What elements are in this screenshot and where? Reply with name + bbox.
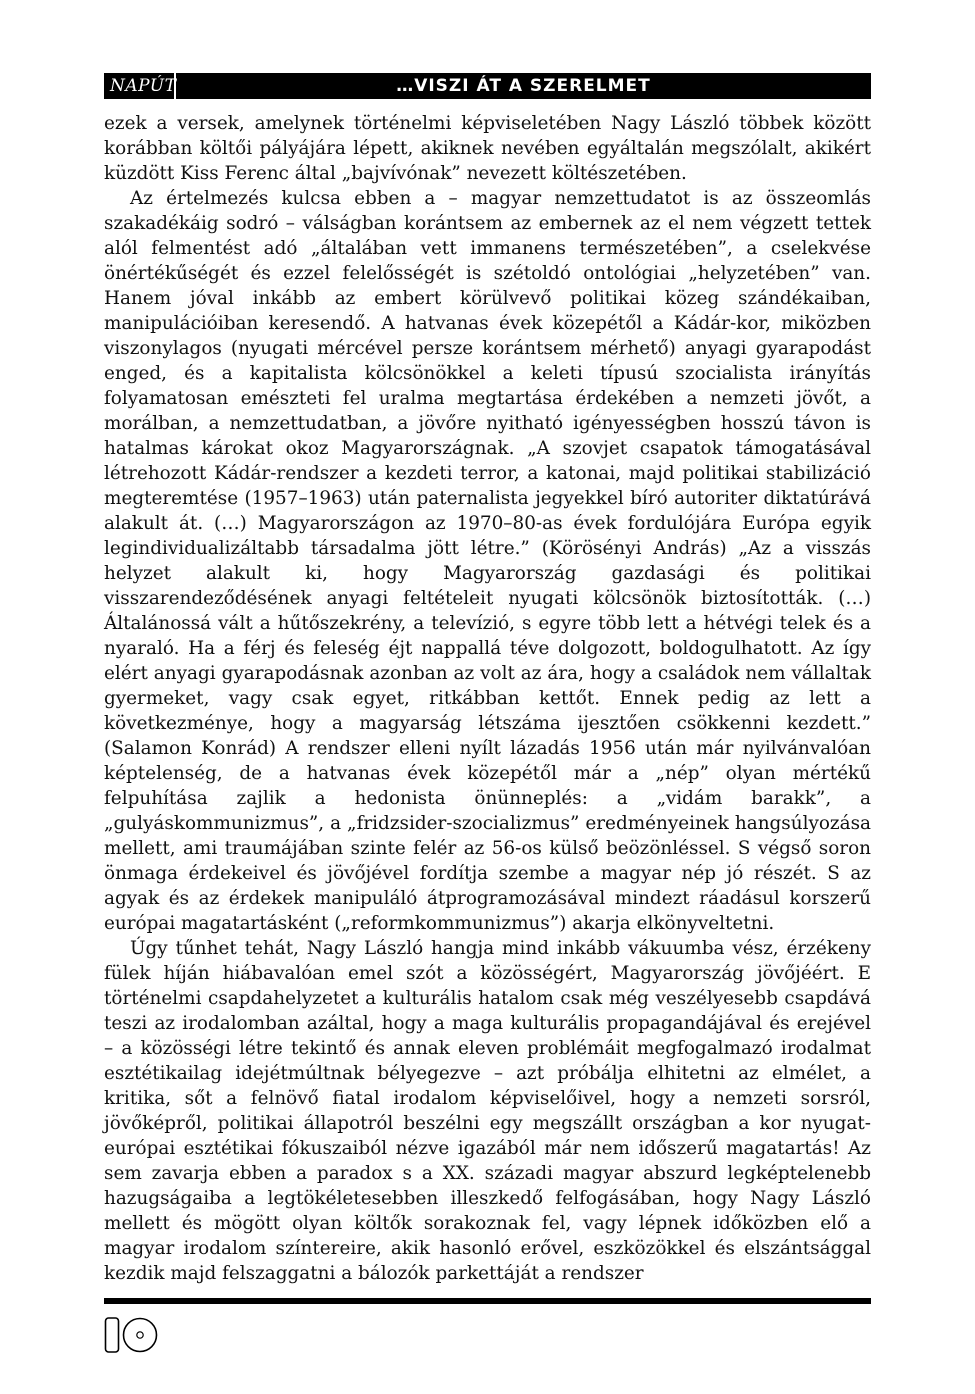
page-number	[104, 1316, 164, 1356]
running-title: …VISZI ÁT A SZERELMET	[396, 76, 651, 96]
footer-rule	[104, 1298, 871, 1304]
page-number-digit-zero	[124, 1319, 157, 1352]
article-body	[104, 111, 871, 1286]
page-number-digit-one	[106, 1318, 119, 1352]
page-number-inner-ring	[137, 1332, 143, 1338]
running-header	[104, 73, 871, 99]
paragraph: Úgy tűnhet tehát, Nagy László hangja mind inkább vákuumba vész, érzékeny fülek híján hiábavalóan emel szót a közösségért, Magyarország jövőjéért. E történelmi csapdahelyzetet a kulturális hatalom csak még veszélyesebb csapdává teszi az irodalomban azáltal, hogy a maga kulturális propagandájával és erejével – a közösségi létre tekintő és annak eleven problémáit megfogalmazó irodalmat esztétikailag idejétmúltnak bélyegezve – azt próbálja elhitetni az elmélet, a kritika, sőt a felnövő fiatal irodalom képviselőivel, hogy a nemzeti sorsról, jövőképről, politikai állapotról beszélni egy megszállt országban a kor nyugat-európai esztétikai fókuszaiból nézve igazából már nem időszerű magatartás! Az sem zavarja ebben a paradox s a XX. századi magyar abszurd legképtelenebb hazugságaiba a legtökéletesebben illeszkedő felfogásában, hogy Nagy László mellett és mögött olyan költők sorakoznak fel, vagy lépnek időközben elő a magyar irodalom színtereire, akik hasonló erővel, eszközökkel és elszántsággal kezdik majd felszaggatni a bálozók parkettáját a rendszer	[104, 938, 871, 1284]
journal-logo: NAPÚT	[104, 73, 176, 99]
paragraph: Az értelmezés kulcsa ebben a – magyar nemzettudatot is az összeomlás szakadékáig sodró – válságban korántsem az embernek az el nem végzett tettek alól felmentést adó „általában vett immanens természetében”, a cselekvése önértékűségét és ezzel felelősségét is szétoldó ontológiai „helyzetében” van. Hanem jóval inkább az embert körülvevő politikai közeg szándékaiban, manipulációiban keresendő. A hatvanas évek közepétől a Kádár-kor, miközben viszonylagos (nyugati mércével persze korántsem mérhető) anyagi gyarapodást enged, és a kapitalista kölcsönökkel a keleti típusú szocialista irányítás folyamatosan emészteti fel uralma megtartása érdekében a nemzeti jövőt, a morálban, a nemzettudatban, a jövőre nyitható igényességben hosszú távon is hatalmas károkat okoz Magyarországnak. „A szovjet csapatok támogatásával létrehozott Kádár-rendszer a kezdeti terror, a katonai, majd politikai stabilizáció megteremtése (1957–1963) után paternalista jegyekkel bíró autoriter diktatúrává alakult át. (…) Magyarországon az 1970–80-as évek fordulójára Európa egyik legindividualizáltabb társadalma jött létre.” (Körösényi András) „Az a visszás helyzet alakult ki, hogy Magyarország gazdasági és politikai visszarendeződésének anyagi feltételeit nyugati kölcsönök biztosították. (…) Általánossá vált a hűtőszekrény, a televízió, s egyre több lett a hétvégi telek és a nyaraló. Ha a férj és feleség éjt nappallá téve dolgozott, boldogulhatott. Az így elért anyagi gyarapodásnak azonban az volt az ára, hogy a családok nem vállaltak gyermeket, vagy csak egyet, ritkábban kettőt. Ennek pedig az lett a következménye, hogy a magyarság létszáma ijesztően csökkenni kezdett.” (Salamon Konrád) A rendszer elleni nyílt lázadás 1956 után már nyilvánvalóan képtelenség, de a hatvanas évek közepétől már a „nép” olyan mértékű felpuhítása zajlik a hedonista önünneplés: a „vidám barakk”, a „gulyáskommunizmus”, a „fridzsider-szocializmus” eredményeinek hangsúlyozása mellett, ami traumájában szinte felér az 56-os külső beözönléssel. S végső soron önmaga érdekeivel és jövőjével fordítja szembe a magyar nép jó részét. S az agyak és az érdekek manipuláló átprogramozásával mindezt ráadásul korszerű európai magatartásként („reformkommunizmus”) akarja elkönyveltetni.	[104, 188, 871, 934]
paragraph-continued: ezek a versek, amelynek történelmi képviseletében Nagy László többek között korábban költői pályájára lépett, akiknek nevében egyáltalán megszólalt, akikért küzdött Kiss Ferenc által „bajvívónak” nevezett költészetében.	[104, 113, 871, 184]
